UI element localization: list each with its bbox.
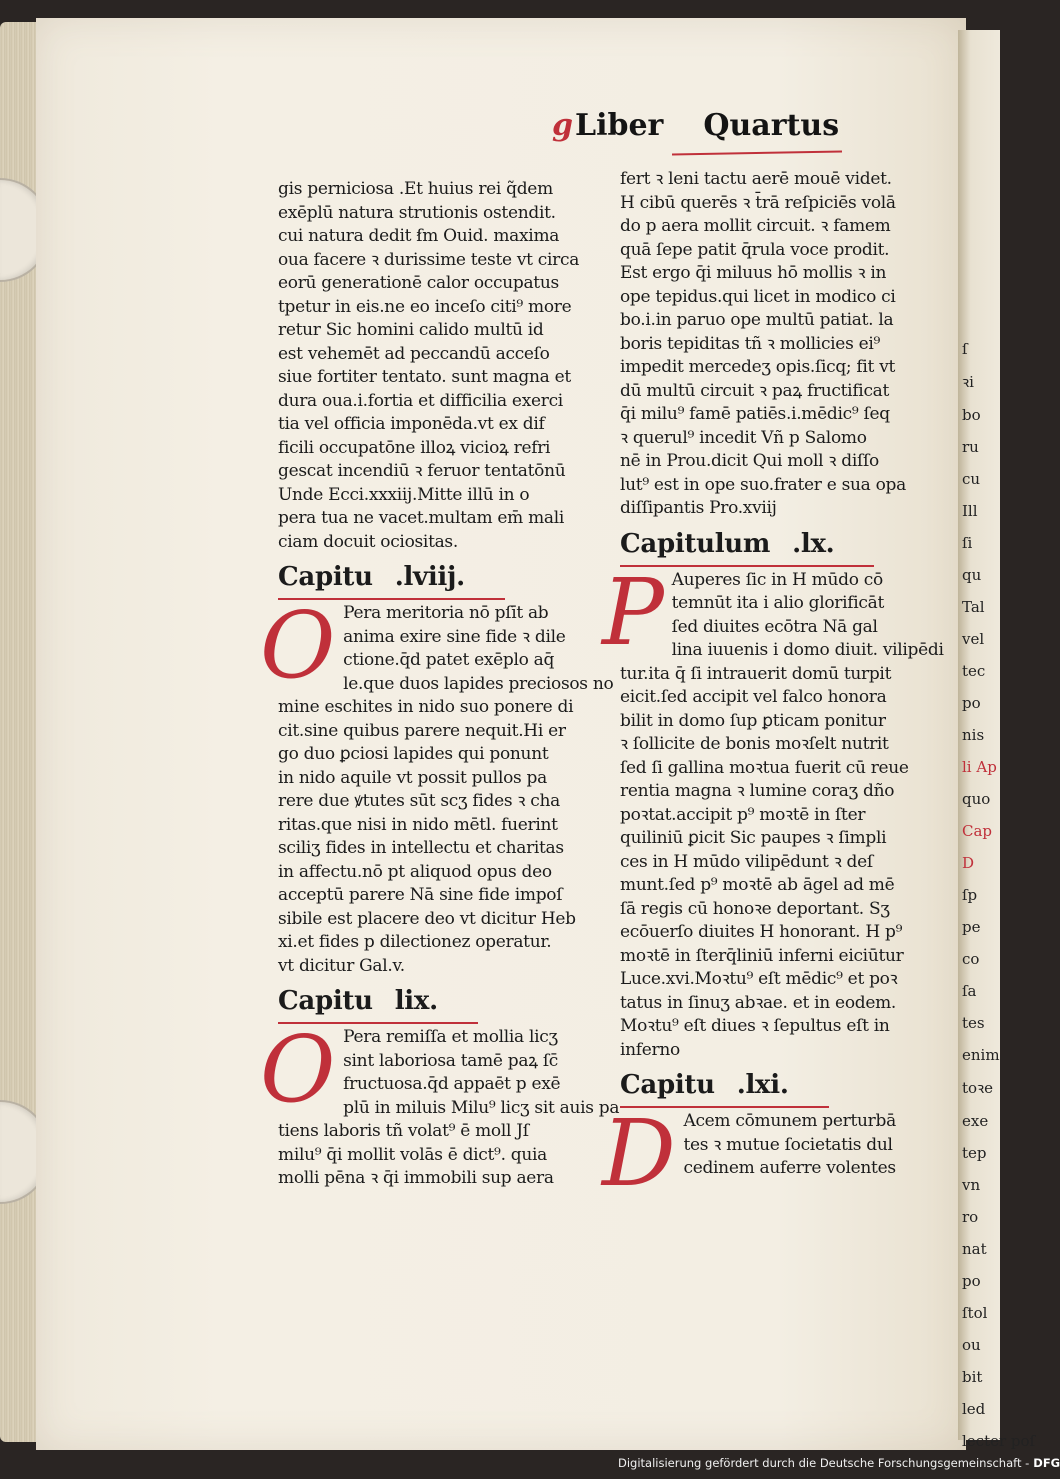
next-page-text: led (962, 1400, 986, 1418)
next-page-text: Cap (962, 822, 993, 840)
text-line: Acem cōmunem perturbā (683, 1111, 896, 1131)
text-line: xi.et fides p dilectionez operatur. (278, 932, 552, 952)
next-page-text: Tal (962, 598, 985, 616)
text-line: eorū generationē calor occupatus (278, 273, 559, 293)
text-line: siue fortiter tentato. sunt magna et (278, 367, 571, 387)
text-line: anima exire sine fide ꝛ dile (343, 626, 566, 647)
red-initial-o: O (260, 592, 336, 699)
text-line: quiliniū ꝑicit Sic paupes ꝛ ſimpli (620, 828, 887, 848)
header-left-word: Liber (574, 108, 664, 143)
text-line: sint laboriosa tamē paꝝ ſc̄ (343, 1050, 559, 1071)
text-line: dura oua.i.fortia et difficilia exerci (278, 390, 563, 411)
next-page-text: lecter poſ (962, 1432, 1036, 1450)
text-line: tes ꝛ mutue ſocietatis dul (683, 1134, 893, 1155)
text-line: Luce.xvi.Moꝛtu⁹ eſt mēdic⁹ et poꝛ (620, 969, 898, 989)
next-page-text: co (962, 950, 980, 968)
text-line: tatus in ſinuʒ abꝛae. et in eodem. (620, 992, 897, 1013)
text-line: ſed ſi gallina moꝛtua fuerit cū reue (620, 757, 909, 778)
red-initial-p: P (602, 558, 664, 666)
heading-word: Capitulum (620, 528, 771, 559)
running-header (552, 108, 842, 154)
next-page-text: tep (962, 1144, 987, 1162)
text-line: exēplū natura strutionis ostendit. (278, 202, 556, 223)
text-line: plū in miluis Milu⁹ licʒ sit auis pa (343, 1097, 620, 1118)
text-line: H cibū querēs ꝛ t̄rā reſpiciēs volā (620, 192, 896, 213)
text-line: cui natura dedit ẜm Ouid. maxima (278, 226, 560, 246)
text-line: ciam docuit ociositas. (278, 531, 458, 552)
next-page-text: bo (962, 406, 981, 424)
next-page-text: vn (962, 1176, 981, 1194)
text-line: ritas.que nisi in nido mētl. fuerint (278, 814, 558, 835)
text-line: ſed diuites ecōtra Nā gal (671, 616, 878, 637)
heading-word: Capitu (278, 562, 373, 592)
text-line: sibile est placere deo vt dicitur Heb (278, 908, 576, 929)
heading-number: .lxi. (736, 1070, 789, 1100)
text-line: oua facere ꝛ durissime teste vt circa (278, 249, 580, 270)
text-line: q̄i milu⁹ famē patiēs.i.mēdic⁹ ſeq (620, 404, 890, 424)
red-initial-d: D (602, 1100, 676, 1207)
text-line: tur.ita q̄ ſi intrauerit domū turpit (620, 663, 892, 684)
next-page-text: ꝛi (962, 373, 974, 391)
next-page-text: Ill (962, 502, 978, 520)
text-line: nē in Prou.dicit Qui moll ꝛ diſſo (620, 451, 879, 471)
header-paragraph-mark: g (552, 108, 573, 143)
text-line: ctione.q̄d patet exēplo aq̄ (343, 650, 555, 670)
next-page-text: ſtol (962, 1304, 988, 1322)
text-line: do p aera mollit circuit. ꝛ famem (620, 216, 891, 236)
text-line: dū multū circuit ꝛ paꝝ fructificat (620, 380, 890, 401)
text-line: munt.ſed p⁹ moꝛtē ab āgel ad mē (620, 875, 895, 895)
text-line: ꝛ ſollicite de bonis moꝛſelt nutrit (620, 734, 889, 754)
chapter-heading-lix (278, 980, 478, 1024)
dfg-logo: DFG (1033, 1456, 1060, 1470)
heading-number: .lx. (792, 528, 835, 559)
text-line: acceptū parere Nā sine fide impoſ (278, 885, 563, 905)
credit-text: Digitalisierung gefördert durch die Deutsche Forschungsgemeinschaft - (618, 1456, 1030, 1470)
next-page-text: exe (962, 1112, 989, 1130)
text-line: Est ergo q̄i miluus hō mollis ꝛ in (620, 263, 887, 283)
text-line: sciliʒ fides in intellectu et charitas (278, 838, 564, 858)
next-page-text: tec (962, 662, 986, 680)
text-line: eicit.ſed accipit vel falco honora (620, 687, 887, 707)
digitization-credit (618, 1456, 1060, 1476)
text-line: ces in H mūdo vilipēdunt ꝛ deſ (620, 851, 873, 872)
text-line: Pera remiſſa et mollia licʒ (343, 1027, 558, 1047)
header-right-word: Quartus (703, 108, 840, 143)
next-page-text: bit (962, 1368, 983, 1386)
next-page-text: enim (962, 1046, 1000, 1064)
text-line: Auperes ſic in H mūdo cō (671, 569, 883, 590)
next-page-text: ru (962, 438, 979, 456)
chapter-heading-lx (620, 523, 874, 567)
text-line: diſſipantis Pro.xviij (620, 498, 777, 518)
right-paragraph-2 (620, 569, 944, 1063)
red-initial-o-2: O (260, 1016, 336, 1123)
right-paragraph-3-wrap (602, 1100, 920, 1207)
next-page-text: po (962, 694, 981, 712)
chapter-heading-lviii (278, 556, 505, 600)
left-paragraph-2-wrap (260, 592, 614, 978)
heading-number: .lviij. (394, 562, 465, 592)
text-line: tiens laboris tñ volat⁹ ē moll Jſ (278, 1121, 529, 1141)
next-page-text: ſp (962, 886, 978, 904)
text-line: rentia magna ꝛ lumine coraʒ dño (620, 781, 895, 801)
text-line: poꝛtat.accipit p⁹ moꝛtē in ſter (620, 804, 866, 825)
text-line: pera tua ne vacet.multam em̄ mali (278, 508, 565, 528)
text-line: moꝛtē in ſterq̄liniū inferni eiciūtur (620, 945, 904, 966)
text-line: Pera meritoria nō pſīt ab (343, 603, 549, 623)
next-page-text: ſi (962, 534, 973, 552)
text-line: molli pēna ꝛ q̄i immobili sup aera (278, 1168, 554, 1188)
text-line: tpetur in eis.ne eo inceſo citi⁹ more (278, 296, 572, 317)
next-page-text: toꝛe (962, 1079, 994, 1097)
text-line: gescat incendiū ꝛ feruor tentatōnū (278, 461, 566, 481)
right-paragraph-1 (620, 168, 920, 521)
text-line: bilit in domo ſup ꝑticam ponitur (620, 710, 886, 731)
text-line: retur Sic homini calido multū id (278, 320, 544, 340)
text-line: est vehemēt ad peccandū acceſo (278, 343, 550, 364)
text-line: gis perniciosa .Et huius rei q̃dem (278, 179, 553, 199)
next-page-text: pe (962, 918, 981, 936)
text-line: ope tepidus.qui licet in modico ci (620, 286, 896, 307)
next-page-text: vel (962, 630, 985, 648)
text-line: ficili occupatōne illoꝝ vicioꝝ refri (278, 437, 551, 458)
next-page-text: li Ap (962, 758, 997, 776)
text-line: milu⁹ q̄i mollit volās ē dict⁹. quia (278, 1144, 547, 1165)
next-page-text: quo (962, 790, 991, 808)
chapter-heading-lxi (620, 1064, 829, 1108)
text-line: Unde Ecci.xxxiij.Mitte illū in o (278, 484, 530, 505)
text-line: in nido aquile vt possit pullos pa (278, 767, 547, 788)
next-page-text: ſa (962, 982, 977, 1000)
text-line: bo.i.in paruo ope multū patiat. la (620, 310, 894, 330)
text-line: quā ſepe patit q̄rula voce prodit. (620, 239, 890, 260)
next-page-text: tes (962, 1014, 985, 1032)
next-page-text: nis (962, 726, 985, 744)
next-page-text: ſ (962, 340, 968, 358)
text-line: mine eschites in nido suo ponere di (278, 697, 574, 717)
text-line: vt dicitur Gal.v. (278, 955, 405, 976)
text-line: fructuosa.q̄d appaēt p exē (343, 1074, 561, 1094)
next-page-text: qu (962, 566, 982, 584)
text-line: cit.sine quibus parere nequit.Hi er (278, 720, 566, 741)
text-line: ecōuerſo diuites H honorant. H p⁹ (620, 922, 903, 942)
heading-word: Capitu (620, 1070, 715, 1100)
text-line: go duo ꝑciosi lapides qui ponunt (278, 744, 549, 764)
left-column (260, 178, 620, 1191)
next-page-text: D (962, 854, 975, 872)
text-line: fert ꝛ leni tactu aerē mouē videt. (620, 169, 892, 189)
heading-number: lix. (394, 986, 438, 1016)
text-line: Moꝛtu⁹ eſt diues ꝛ ſepultus eſt in (620, 1016, 890, 1036)
left-paragraph-1 (278, 178, 598, 554)
next-page-text: cu (962, 470, 981, 488)
text-line: impedit mercedeʒ opis.ſicq; fit vt (620, 357, 896, 377)
text-line: cedinem auferre volentes (683, 1158, 896, 1178)
next-page-text: ro (962, 1208, 979, 1226)
text-line: tia vel officia imponēda.vt ex dif (278, 414, 545, 434)
next-page-fragment (958, 30, 1036, 1450)
right-column (602, 168, 944, 1207)
text-line: rere due ꝟtutes sūt scʒ fides ꝛ cha (278, 791, 560, 811)
text-line: le.que duos lapides preciosos no (343, 673, 614, 694)
text-line: ꝛ querul⁹ incedit Vñ p Salomo (620, 427, 867, 448)
heading-word: Capitu (278, 986, 373, 1016)
left-paragraph-3-wrap (260, 1016, 620, 1191)
right-paragraph-2-wrap (602, 558, 944, 1063)
next-page-text: nat (962, 1240, 987, 1258)
text-line: in affectu.nō pt aliquod opus deo (278, 861, 552, 882)
text-line: lina iuuenis i domo diuit. vilipēdi (671, 640, 944, 660)
text-line: ſā regis cū honoꝛe deportant. Sʒ (620, 898, 890, 919)
text-line: temnūt ita i alio glorificāt (671, 593, 884, 613)
text-line: inferno (620, 1039, 680, 1060)
text-line: boris tepiditas tñ ꝛ mollicies ei⁹ (620, 333, 881, 354)
next-page-text: ou (962, 1336, 981, 1354)
text-line: lut⁹ est in ope suo.frater e sua opa (620, 474, 906, 495)
next-page-text: po (962, 1272, 981, 1290)
